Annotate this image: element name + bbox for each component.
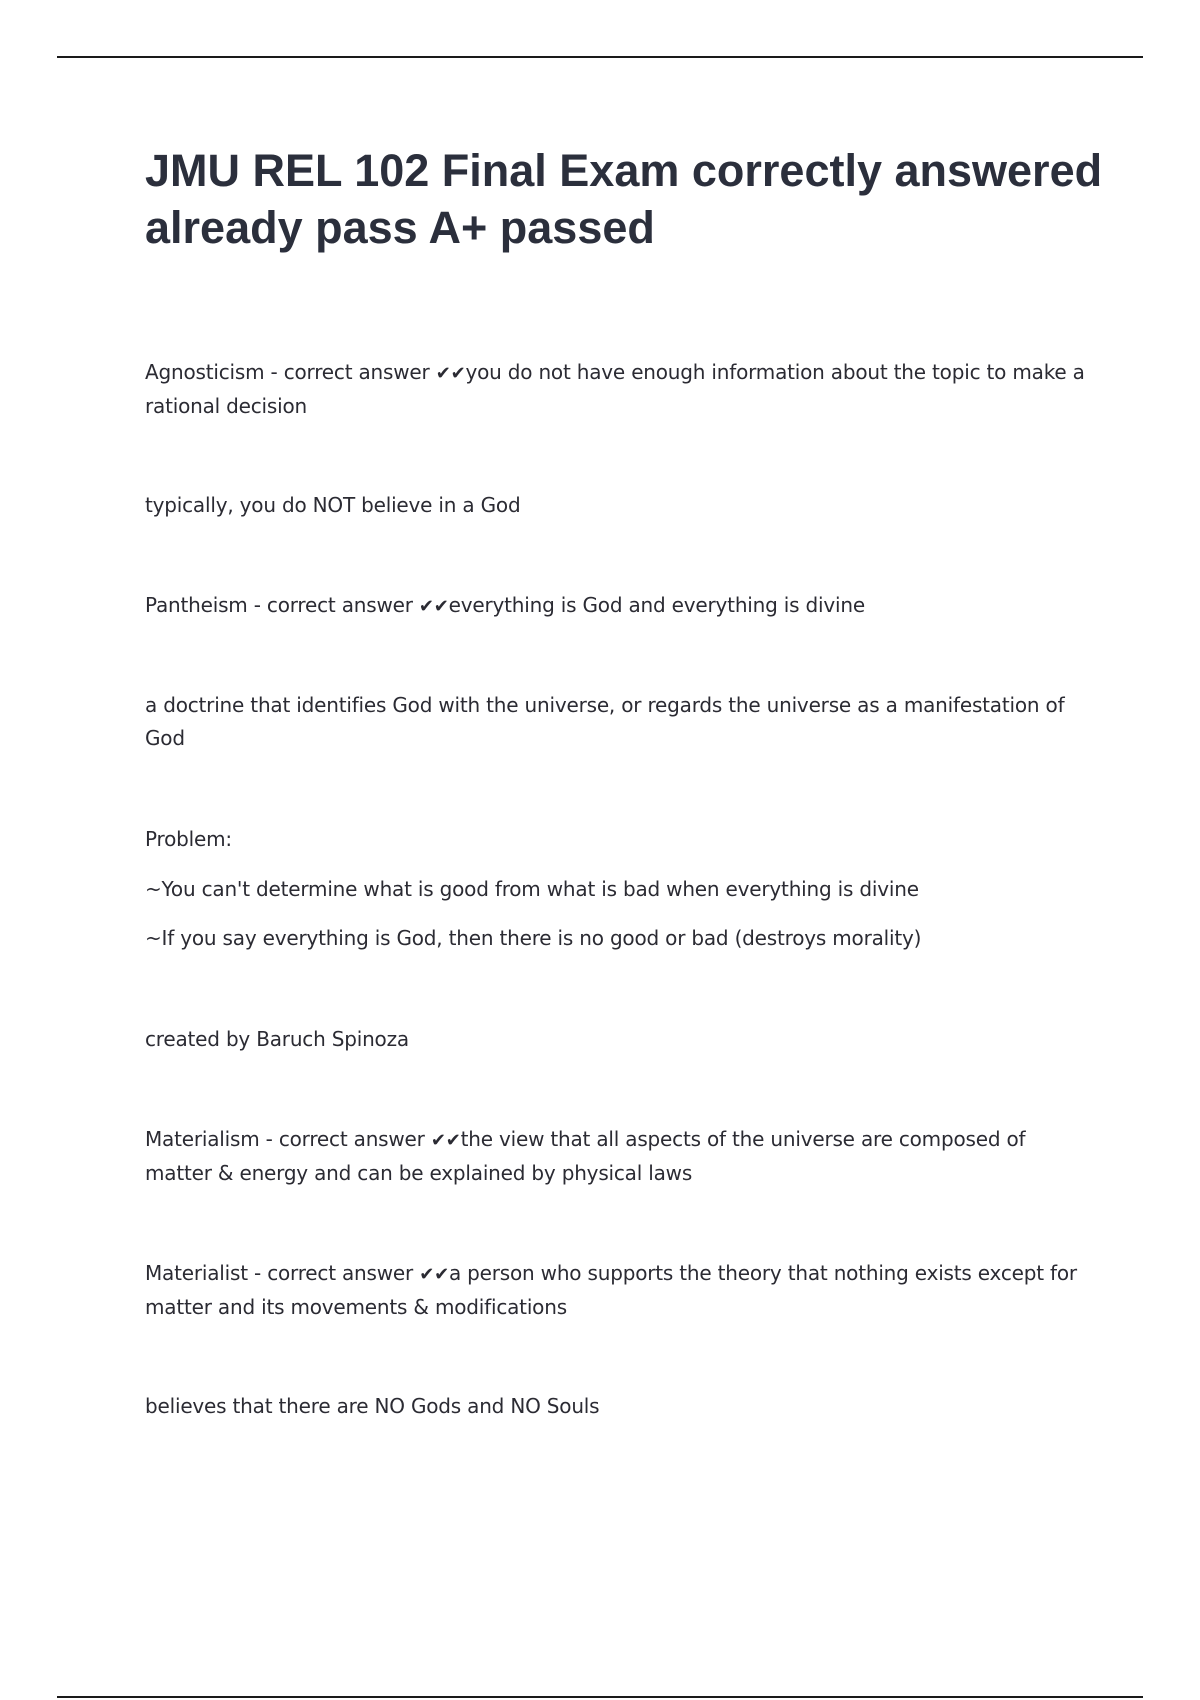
page-title: JMU REL 102 Final Exam correctly answered already pass A+ passed bbox=[145, 145, 1103, 253]
entry-note: ~You can't determine what is good from what is bad when everything is divine bbox=[145, 877, 919, 901]
entry-answer: the view that all aspects of the universe are composed of matter & energy and can be explained by physical laws bbox=[145, 1127, 1026, 1185]
checkmark-icon: ✔✔ bbox=[419, 1264, 449, 1285]
checkmark-icon: ✔✔ bbox=[418, 596, 449, 617]
entry-answer: a person who supports the theory that nothing exists except for matter and its movements & modifications bbox=[145, 1261, 1077, 1319]
entry-answer: everything is God and everything is divine bbox=[448, 593, 865, 617]
entry-term: Agnosticism bbox=[145, 360, 265, 384]
entry-note: Problem: bbox=[145, 827, 232, 851]
entry-note: typically, you do NOT believe in a God bbox=[145, 493, 521, 517]
entry-materialism: Materialism - correct answer ✔✔the view that all aspects of the universe are composed of matter & energy and can be explained by physical laws bbox=[145, 1127, 1026, 1185]
entry-materialist: Materialist - correct answer ✔✔a person who supports the theory that nothing exists except for matter and its movements & modifications bbox=[145, 1261, 1077, 1319]
entry-term: Materialism bbox=[145, 1127, 260, 1151]
entry-note: a doctrine that identifies God with the universe, or regards the universe as a manifestation of God bbox=[145, 693, 1065, 750]
entry-note: believes that there are NO Gods and NO Souls bbox=[145, 1394, 600, 1418]
entry-answer: you do not have enough information about the topic to make a rational decision bbox=[145, 360, 1085, 418]
entry-agnosticism: Agnosticism - correct answer ✔✔you do not have enough information about the topic to make a rational decision bbox=[145, 360, 1085, 418]
entry-pantheism: Pantheism - correct answer ✔✔everything is God and everything is divine bbox=[145, 593, 865, 617]
entry-note: created by Baruch Spinoza bbox=[145, 1027, 409, 1051]
top-divider bbox=[57, 56, 1143, 58]
checkmark-icon: ✔✔ bbox=[435, 363, 466, 384]
entry-note: ~If you say everything is God, then there is no good or bad (destroys morality) bbox=[145, 926, 922, 950]
entry-term: Pantheism bbox=[145, 593, 248, 617]
checkmark-icon: ✔✔ bbox=[430, 1130, 461, 1151]
bottom-divider bbox=[57, 1696, 1143, 1698]
entry-term: Materialist bbox=[145, 1261, 248, 1285]
